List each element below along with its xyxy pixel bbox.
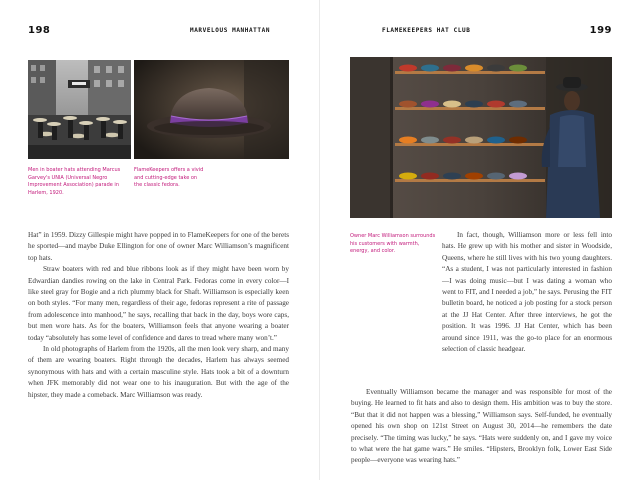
page-number-right: 199 [589, 25, 612, 36]
page-number-left: 198 [28, 25, 51, 36]
right-paragraph-2: Eventually Williamson became the manager and was responsible for most of the buying. He learned to fit hats and also to design them. His ambition was to buy the store. “But that it did not happen was a blessing,” Williamson says. Self-funded, he eventually opened his own shop on 121st Street on August 30, 2014—he remembers the date precisely. “The timing was lucky,” he says. “Hats were suddenly on, and I gave my voice to what were the hat game wars.” He smiles. “Hipsters, Brooklyn folk, Lower East Side people—everyone was wearing hats.” [351, 388, 612, 465]
owner-photo-caption: Owner Marc Williamson surrounds his customers with warmth, energy, and color. [350, 233, 436, 254]
parade-photo-caption: Men in boater hats attending Marcus Garvey's UNIA (Universal Negro Improvement Association) parade in Harlem, 1920. [28, 167, 121, 196]
right-body-text-lower [351, 387, 612, 467]
right-paragraph-1: In fact, though, Williamson more or less fell into hats. He grew up with his mother and sister in Woodside, Queens, where he still lives with his two young daughters. “As a student, I was not particularly interested in fashion—I was doing music—but I was dating a woman who went to FIT, and I needed a job,” he says. Perusing the FIT bulletin board, he noticed a job posting for a stock person at the JJ Hat Center. After three interviews, he got the position. It was 1996. JJ Hat Center, which has been around since 1911, was the go-to place for an enormous selection of classic headgear. [442, 231, 612, 354]
right-body-text-upper [442, 230, 612, 355]
parade-photo [28, 60, 131, 159]
left-paragraph-2: Straw boaters with red and blue ribbons look as if they might have been worn by Edwardian dandies rowing on the lake in Central Park. Fedoras come in every color—I like steel gray for Bogie and a rich plummy black for Shaft. Williamson is especially keen on both styles. “For many men, regardless of their age, fedoras represent a rite of passage from adolescence into manhood,” he says, recalling that back in the day, boys wore caps, but men wore hats. As for the boaters, Williamson feels that anyone wearing a boater today “absolutely has some level of confidence and dares to tread where many won’t.” [28, 265, 289, 342]
left-paragraph-3: In old photographs of Harlem from the 1920s, all the men look very sharp, and many of them are wearing boaters. Right through the decades, Harlem has always seemed synonymous with hats and with a certain masculine style. Hats took a bit of a downturn when JFK memorably did not wear one to his inauguration. But with the age of the hipster, they made a comeback. Marc Williamson was ready. [28, 345, 289, 399]
right-page [320, 0, 640, 480]
fedora-photo [134, 60, 289, 159]
running-head-right: FLAMEKEEPERS HAT CLUB [382, 27, 471, 34]
left-body-text [28, 230, 289, 401]
left-paragraph-1: Hat” in 1959. Dizzy Gillespie might have popped in to FlameKeepers for one of the berets he sported—and maybe Duke Ellington for one of owner Marc Williamson’s magnificent top hats. [28, 231, 289, 262]
owner-photo [350, 57, 612, 218]
fedora-photo-caption: FlameKeepers offers a vivid and cutting-edge take on the classic fedora. [134, 167, 204, 188]
running-head-left: MARVELOUS MANHATTAN [190, 27, 271, 34]
